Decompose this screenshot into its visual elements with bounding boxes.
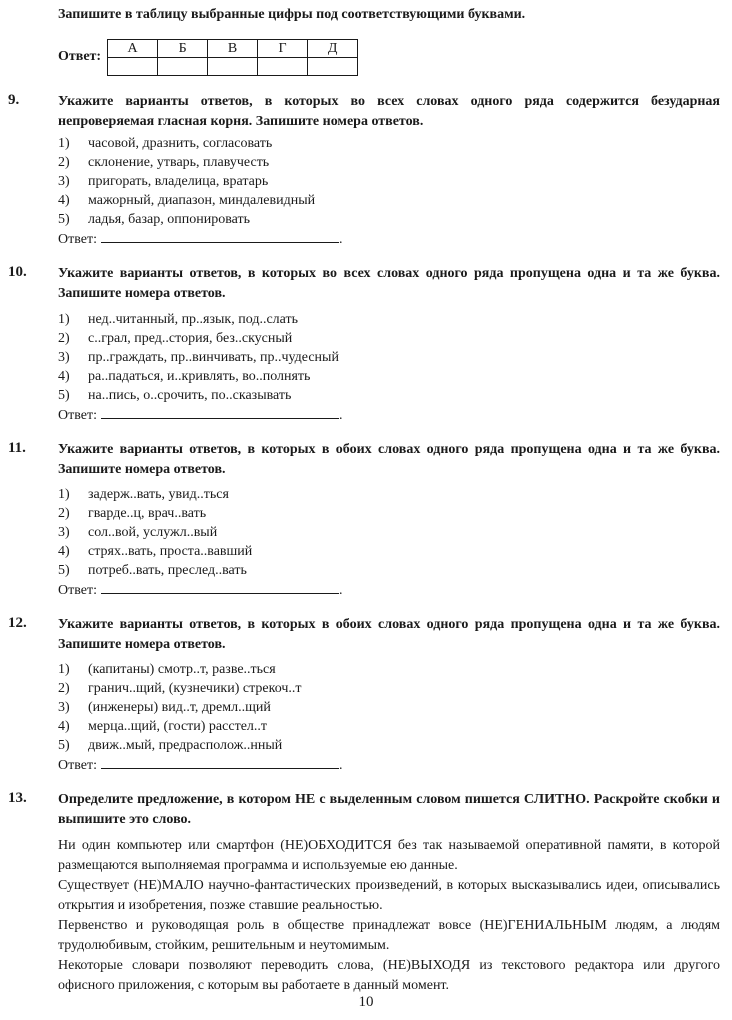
answer-table-label: Ответ:	[58, 49, 102, 64]
answer-table-cell[interactable]	[158, 57, 208, 75]
question-number: 13.	[8, 790, 27, 806]
answer-field[interactable]: Ответ: .	[58, 758, 343, 773]
answer-table-block	[58, 37, 358, 77]
option-item: 3) (инженеры) вид..т, дремл..щий	[58, 700, 271, 715]
option-item: 1) (капитаны) смотр..т, разве..ться	[58, 662, 276, 677]
answer-field[interactable]: Ответ: .	[58, 583, 343, 598]
option-item: 4) мажорный, диапазон, миндалевидный	[58, 193, 316, 208]
sentence: Ни один компьютер или смартфон (НЕ)ОБХОДИТСЯ без так называемой оперативной памяти, в которой размещаются выполняемая программа и используемые ею данные.	[58, 838, 720, 873]
option-item: 5) на..пись, о..срочить, по..сказывать	[58, 388, 292, 403]
option-item: 2) с..грал, пред..стория, без..скусный	[58, 331, 293, 346]
answer-table-cell[interactable]	[258, 57, 308, 75]
option-item: 5) движ..мый, предрасполож..нный	[58, 738, 283, 753]
option-item: 3) пригорать, владелица, вратарь	[58, 174, 269, 189]
question-text: Укажите варианты ответов, в которых во всех словах одного ряда пропущена одна и та же буква. Запишите номера ответов.	[58, 266, 720, 301]
sentence: Первенство и руководящая роль в обществе принадлежат вовсе (НЕ)ГЕНИАЛЬНЫМ людям, а людям трудолюбивым, стойким, решительным и неутомимым.	[58, 918, 720, 953]
answer-field[interactable]: Ответ: .	[58, 408, 343, 423]
option-item: 2) гварде..ц, врач..вать	[58, 506, 207, 521]
question-number: 12.	[8, 615, 27, 631]
option-item: 4) стрях..вать, проста..вавший	[58, 544, 253, 559]
question-text: Укажите варианты ответов, в которых в обоих словах одного ряда пропущена одна и та же буква. Запишите номера ответов.	[58, 442, 720, 477]
question-number: 11.	[8, 440, 26, 456]
page-number: 10	[358, 994, 374, 1010]
answer-table-header: Б	[158, 39, 208, 57]
answer-table-header: Г	[258, 39, 308, 57]
option-item: 1) задерж..вать, увид..ться	[58, 487, 229, 502]
question-text: Укажите варианты ответов, в которых во всех словах одного ряда содержится безударная непроверяемая гласная корня. Запишите номера ответов.	[58, 94, 720, 129]
option-item: 5) ладья, базар, оппонировать	[58, 212, 250, 227]
answer-table-cell[interactable]	[208, 57, 258, 75]
sentence: Некоторые словари позволяют переводить слова, (НЕ)ВЫХОДЯ из текстового редактора или другого офисного приложения, с которым вы работаете в данный момент.	[58, 958, 720, 993]
question-number: 9.	[8, 92, 20, 108]
question-text: Определите предложение, в котором НЕ с выделенным словом пишется СЛИТНО. Раскройте скобки и выпишите это слово.	[58, 792, 721, 827]
answer-table-cell[interactable]	[108, 57, 158, 75]
question-text: Укажите варианты ответов, в которых в обоих словах одного ряда пропущена одна и та же буква. Запишите номера ответов.	[58, 617, 720, 652]
option-item: 2) склонение, утварь, плавучесть	[58, 155, 270, 170]
option-item: 3) сол..вой, услужл..вый	[58, 525, 218, 540]
emphasis-word: СЛИТНО	[523, 792, 587, 807]
answer-table-cell[interactable]	[308, 57, 358, 75]
sentence: Существует (НЕ)МАЛО научно-фантастических произведений, в которых высказывались идеи, описывались открытия и изобретения, позже ставшие реальностью.	[58, 878, 720, 913]
answer-table-header: В	[208, 39, 258, 57]
option-item: 5) потреб..вать, преслед..вать	[58, 563, 247, 578]
question-number: 10.	[8, 264, 27, 280]
option-item: 4) ра..падаться, и..кривлять, во..полнять	[58, 369, 311, 384]
answer-table-header: А	[108, 39, 158, 57]
option-item: 1) часовой, дразнить, согласовать	[58, 136, 273, 151]
option-item: 1) нед..читанный, пр..язык, под..слать	[58, 312, 298, 327]
answer-table-header: Д	[308, 39, 358, 57]
option-item: 4) мерца..щий, (гости) расстел..т	[58, 719, 268, 734]
option-item: 2) гранич..щий, (кузнечики) стрекоч..т	[58, 681, 302, 696]
sentence-block	[58, 836, 720, 996]
table-instruction: Запишите в таблицу выбранные цифры под соответствующими буквами.	[58, 7, 526, 22]
answer-table	[107, 39, 358, 76]
option-item: 3) пр..граждать, пр..винчивать, пр..чудесный	[58, 350, 339, 365]
answer-field[interactable]: Ответ: .	[58, 232, 343, 247]
